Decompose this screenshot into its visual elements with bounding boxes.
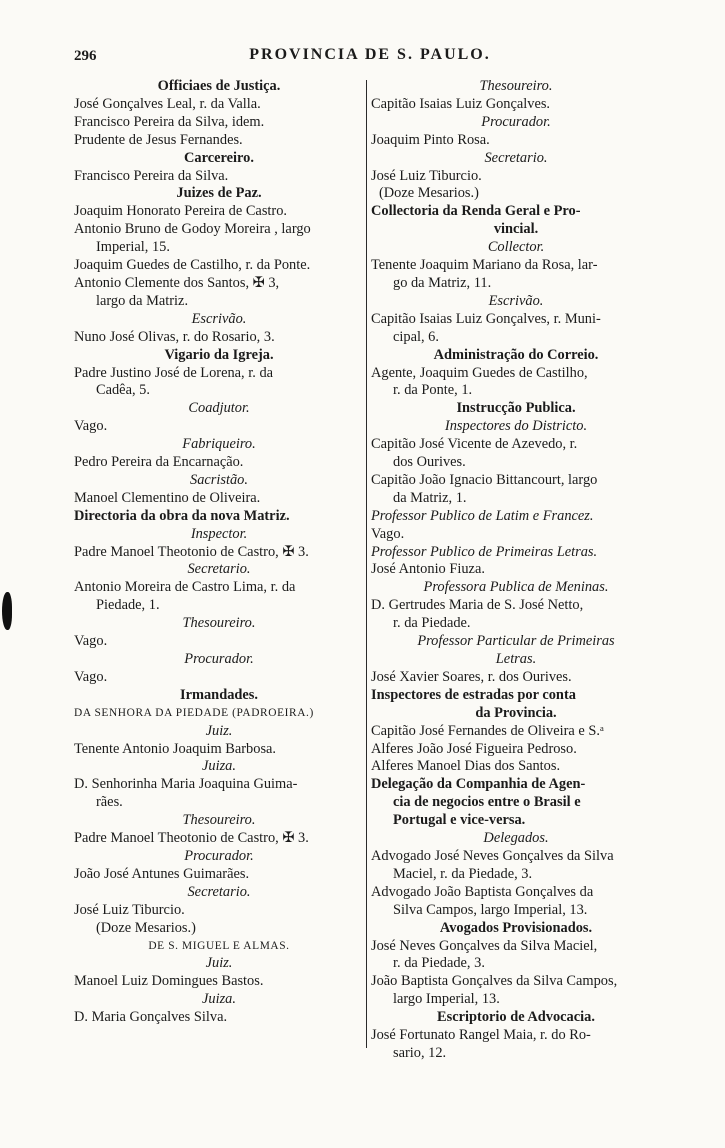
entry-line: Maciel, r. da Piedade, 3.: [393, 865, 533, 882]
entry-line: Vago.: [74, 633, 108, 650]
entry-line: (Doze Mesarios.): [96, 919, 196, 936]
office-title: Procurador.: [184, 651, 254, 667]
entry-line: José Xavier Soares, r. dos Ourives.: [371, 668, 572, 685]
entry-line: Imperial, 15.: [96, 239, 170, 256]
office-title: Professor Publico de Primeiras Letras.: [371, 543, 598, 560]
entry-line: r. da Ponte, 1.: [393, 382, 473, 399]
office-title: Collector.: [487, 239, 545, 256]
entry-line: da Matriz, 1.: [393, 489, 467, 506]
left-column: [74, 78, 364, 1027]
entry-line: Antonio Bruno de Godoy Moreira , largo: [74, 221, 311, 238]
office-title: Inspectores do Districto.: [444, 418, 588, 435]
office-title: Escrivão.: [191, 310, 247, 327]
page-number: 296: [74, 48, 97, 64]
entry-line: Padre Manoel Theotonio de Castro, ✠ 3.: [74, 830, 309, 847]
section-heading: Inspectores de estradas por conta: [371, 686, 576, 703]
entry-line: Piedade, 1.: [96, 597, 160, 614]
entry-line: D. Maria Gonçalves Silva.: [74, 1009, 228, 1026]
entry-line: Manoel Luiz Domingues Bastos.: [74, 973, 264, 990]
entry-line: José Antonio Fiuza.: [371, 561, 485, 578]
entry-line: Capitão João Ignacio Bittancourt, largo: [371, 471, 598, 488]
entry-line: Capitão Isaias Luiz Gonçalves, r. Muni-: [371, 310, 601, 327]
office-title: Coadjutor.: [188, 400, 250, 417]
entry-line: José Luiz Tiburcio.: [371, 167, 482, 184]
entry-line: Advogado João Baptista Gonçalves da: [371, 883, 594, 900]
entry-line: Alferes Manoel Dias dos Santos.: [371, 758, 561, 775]
office-title: Thesoureiro.: [479, 78, 553, 94]
entry-line: Agente, Joaquim Guedes de Castilho,: [371, 364, 588, 381]
office-title: Thesoureiro.: [182, 615, 256, 632]
entry-line: Vago.: [371, 525, 405, 542]
office-title: Juiza.: [202, 991, 236, 1008]
entry-line: Padre Justino José de Lorena, r. da: [74, 364, 274, 381]
office-title: Inspector.: [190, 525, 248, 542]
entry-line: Francisco Pereira da Silva.: [74, 167, 229, 184]
entry-line: José Neves Gonçalves da Silva Maciel,: [371, 937, 598, 954]
column-divider: [366, 80, 367, 1048]
entry-line: rães.: [96, 794, 123, 811]
section-heading: Delegação da Companhia de Agen-: [371, 776, 586, 793]
section-heading: Avogados Provisionados.: [439, 919, 593, 936]
entry-line: (Doze Mesarios.): [379, 185, 479, 202]
section-heading: Directoria da obra da nova Matriz.: [74, 507, 290, 524]
page-title: PROVINCIA DE S. PAULO.: [249, 46, 491, 63]
entry-line: Capitão Isaias Luiz Gonçalves.: [371, 95, 551, 112]
entry-line: Padre Manoel Theotonio de Castro, ✠ 3.: [74, 543, 309, 560]
office-title: Secretario.: [187, 883, 251, 900]
office-title: Letras.: [495, 651, 537, 667]
section-heading: cia de negocios entre o Brasil e: [393, 794, 581, 811]
entry-line: Capitão José Vicente de Azevedo, r.: [371, 436, 578, 453]
entry-line: largo da Matriz.: [96, 292, 189, 309]
office-title: Juiza.: [202, 758, 236, 775]
section-heading: Instrucção Publica.: [456, 400, 576, 417]
office-title: Professor Particular de Primeiras: [417, 633, 615, 650]
entry-line: Vago.: [74, 418, 108, 435]
section-heading: Carcereiro.: [184, 149, 254, 166]
entry-line: Prudente de Jesus Fernandes.: [74, 131, 243, 148]
entry-line: Capitão José Fernandes de Oliveira e S.ᵃ: [371, 722, 604, 739]
entry-line: Tenente Antonio Joaquim Barbosa.: [74, 740, 277, 757]
office-title: Sacristão.: [190, 471, 248, 488]
entry-line: Manoel Clementino de Oliveira.: [74, 489, 261, 506]
entry-line: D. Senhorinha Maria Joaquina Guima-: [74, 776, 298, 793]
office-title: Juiz.: [205, 955, 233, 972]
section-heading: Officiaes de Justiça.: [157, 78, 281, 94]
entry-line: Pedro Pereira da Encarnação.: [74, 454, 244, 471]
section-heading: Irmandades.: [180, 686, 258, 703]
section-heading: Vigario da Igreja.: [164, 346, 274, 363]
entry-line: Joaquim Guedes de Castilho, r. da Ponte.: [74, 257, 311, 274]
entry-line: Advogado José Neves Gonçalves da Silva: [371, 847, 614, 864]
entry-line: Silva Campos, largo Imperial, 13.: [393, 901, 588, 918]
office-title: Secretario.: [484, 149, 548, 166]
entry-line: Francisco Pereira da Silva, idem.: [74, 113, 265, 130]
entry-line: João Baptista Gonçalves da Silva Campos,: [371, 973, 618, 990]
office-title: Procurador.: [184, 847, 254, 864]
office-title: Escrivão.: [488, 292, 544, 309]
entry-line: Vago.: [74, 668, 108, 685]
entry-line: Nuno José Olivas, r. do Rosario, 3.: [74, 328, 275, 345]
section-heading: Escriptorio de Advocacia.: [437, 1009, 595, 1026]
entry-line: José Gonçalves Leal, r. da Valla.: [74, 95, 261, 112]
office-title: Secretario.: [187, 561, 251, 578]
right-column: [371, 78, 661, 1063]
section-heading: Administração do Correio.: [433, 346, 599, 363]
entry-line: sario, 12.: [393, 1044, 447, 1061]
entry-line: José Fortunato Rangel Maia, r. do Ro-: [371, 1027, 591, 1044]
subsection-heading: DA SENHORA DA PIEDADE (PADROEIRA.): [74, 706, 314, 719]
entry-line: go da Matriz, 11.: [393, 274, 492, 291]
entry-line: D. Gertrudes Maria de S. José Netto,: [371, 597, 584, 614]
entry-line: r. da Piedade.: [393, 615, 471, 632]
office-title: Thesoureiro.: [182, 812, 256, 829]
section-heading: da Provincia.: [475, 704, 557, 721]
office-title: Professor Publico de Latim e Francez.: [371, 507, 594, 524]
entry-line: Antonio Clemente dos Santos, ✠ 3,: [74, 274, 280, 291]
entry-line: Joaquim Honorato Pereira de Castro.: [74, 203, 288, 220]
page-header: [74, 46, 666, 72]
section-heading: Portugal e vice-versa.: [393, 812, 526, 829]
entry-line: Tenente Joaquim Mariano da Rosa, lar-: [371, 257, 598, 274]
office-title: Procurador.: [481, 113, 551, 130]
office-title: Professora Publica de Meninas.: [423, 579, 609, 596]
entry-line: dos Ourives.: [393, 454, 466, 471]
section-heading: vincial.: [493, 221, 539, 238]
section-heading: Collectoria da Renda Geral e Pro-: [371, 203, 581, 220]
entry-line: João José Antunes Guimarães.: [74, 865, 250, 882]
subsection-heading: DE S. MIGUEL E ALMAS.: [148, 939, 290, 952]
entry-line: r. da Piedade, 3.: [393, 955, 485, 972]
entry-line: largo Imperial, 13.: [393, 991, 500, 1008]
ink-blot: [2, 592, 12, 630]
office-title: Juiz.: [205, 722, 233, 739]
entry-line: José Luiz Tiburcio.: [74, 901, 185, 918]
section-heading: Juizes de Paz.: [176, 185, 262, 202]
office-title: Fabriqueiro.: [182, 436, 256, 453]
entry-line: Antonio Moreira de Castro Lima, r. da: [74, 579, 296, 596]
entry-line: cipal, 6.: [393, 328, 439, 345]
entry-line: Alferes João José Figueira Pedroso.: [371, 740, 577, 757]
entry-line: Joaquim Pinto Rosa.: [371, 131, 490, 148]
entry-line: Cadêa, 5.: [96, 382, 150, 399]
office-title: Delegados.: [483, 830, 549, 847]
